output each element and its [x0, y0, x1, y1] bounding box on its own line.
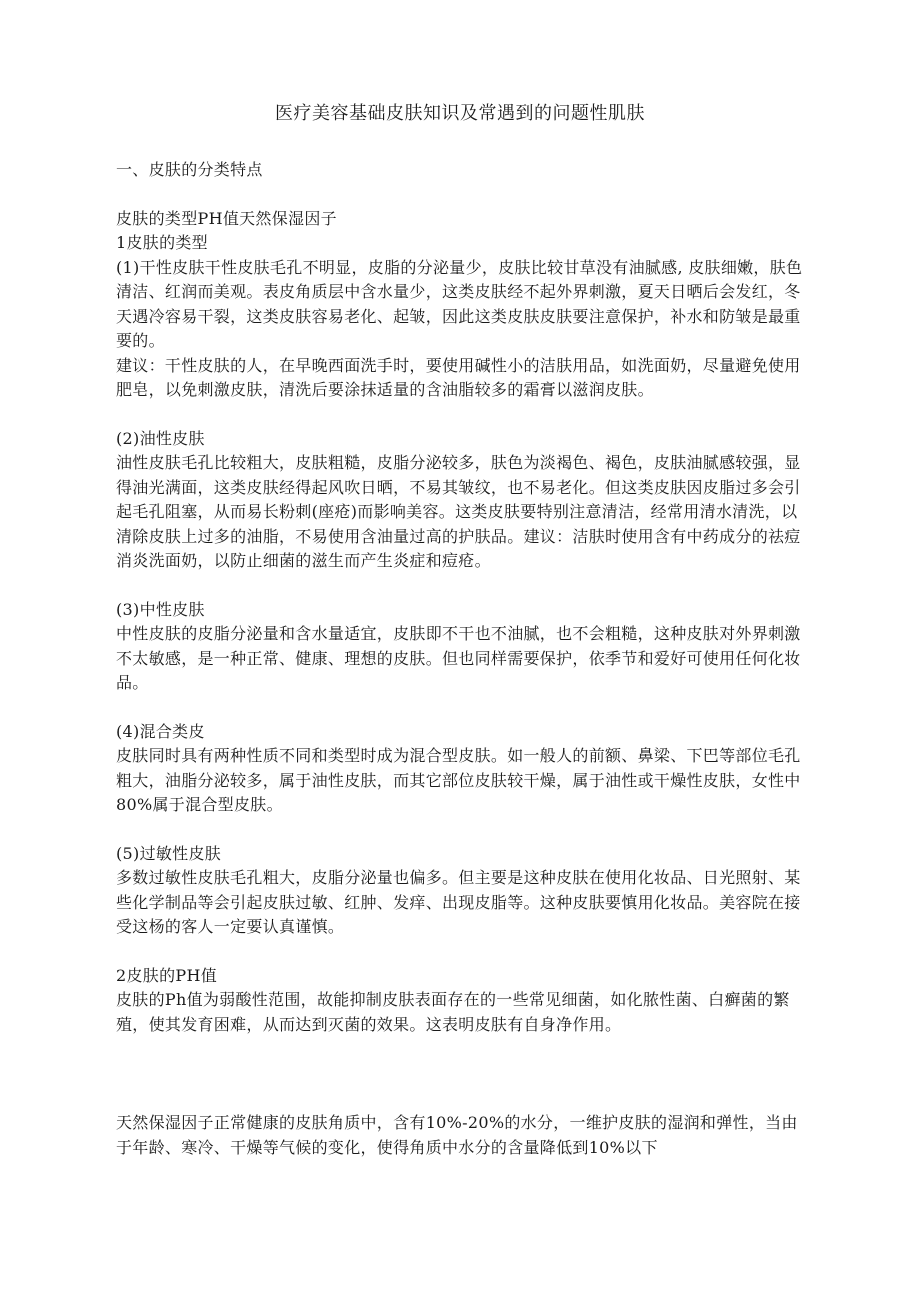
combo-skin-paragraph: 皮肤同时具有两种性质不同和类型时成为混合型皮肤。如一般人的前额、鼻梁、下巴等部位毛孔粗大，油脂分泌较多，属于油性皮肤，而其它部位皮肤较干燥，属于油性或干燥性皮肤，女性中80%属于混合型皮肤。 [116, 746, 801, 814]
document-title: 医疗美容基础皮肤知识及常遇到的问题性肌肤 [275, 103, 645, 124]
nmf-paragraph: 天然保湿因子正常健康的皮肤角质中，含有10%-20%的水分，一维护皮肤的湿润和弹性，当由于年龄、寒冷、干燥等气候的变化，使得角质中水分的含量降低到10%以下 [116, 1113, 798, 1157]
oily-skin-paragraph: 油性皮肤毛孔比较粗大，皮肤粗糙，皮脂分泌较多，肤色为淡褐色、褐色，皮肤油腻感较强，显得油光满面，这类皮肤经得起风吹日晒，不易其皱纹，也不易老化。但这类皮肤因皮脂过多会引起毛孔阻塞，从而易长粉刺(座疮)而影响美容。这类皮肤要特别注意清洁，经常用清水清洗，以清除皮肤上过多的油脂，不易使用含油量过高的护肤品。建议：洁肤时使用含有中药成分的祛痘消炎洗面奶，以防止细菌的滋生而产生炎症和痘疮。 [116, 453, 801, 570]
ph-paragraph: 皮肤的Ph值为弱酸性范围，故能抑制皮肤表面存在的一些常见细菌，如化脓性菌、白癣菌的繁殖，使其发育困难，从而达到灭菌的效果。这表明皮肤有自身净作用。 [116, 990, 790, 1034]
neutral-skin-heading: (3)中性皮肤 [116, 599, 205, 619]
combo-skin-heading: (4)混合类皮 [116, 721, 205, 741]
oily-skin-heading: (2)油性皮肤 [116, 428, 205, 448]
neutral-skin-paragraph: 中性皮肤的皮脂分泌量和含水量适宜，皮肤即不干也不油腻，也不会粗糙，这种皮肤对外界刺激不太敏感，是一种正常、健康、理想的皮肤。但也同样需要保护，依季节和爱好可使用任何化妆品。 [116, 624, 801, 692]
sensitive-skin-heading: (5)过敏性皮肤 [116, 843, 222, 863]
part-heading-skin-types: 1皮肤的类型 [116, 233, 208, 252]
ph-heading: 2皮肤的PH值 [116, 965, 217, 985]
dry-skin-advice: 建议：干性皮肤的人，在早晚西面洗手时，要使用碱性小的洁肤用品，如洗面奶，尽量避免使用肥皂，以免刺激皮肤，清洗后要涂抹适量的含油脂较多的霜膏以滋润皮肤。 [116, 355, 801, 399]
subheading: 皮肤的类型PH值天然保湿因子 [116, 208, 337, 228]
document-body [116, 158, 806, 1160]
dry-skin-paragraph: (1)干性皮肤干性皮肤毛孔不明显，皮脂的分泌量少，皮肤比较甘草没有油腻感, 皮肤细嫩，肤色清洁、红润而美观。表皮角质层中含水量少，这类皮肤经不起外界刺激，夏天日晒后会发红，冬天遇冷容易干裂，这类皮肤容易老化、起皱，因此这类皮肤皮肤要注意保护，补水和防皱是最重要的。 [116, 257, 803, 350]
section-heading: 一、皮肤的分类特点 [116, 160, 263, 179]
sensitive-skin-paragraph: 多数过敏性皮肤毛孔粗大，皮脂分泌量也偏多。但主要是这种皮肤在使用化妆品、日光照射、某些化学制品等会引起皮肤过敏、红肿、发痒、出现皮脂等。这种皮肤要慎用化妆品。美容院在接受这杨的客人一定要认真谨慎。 [116, 868, 801, 936]
